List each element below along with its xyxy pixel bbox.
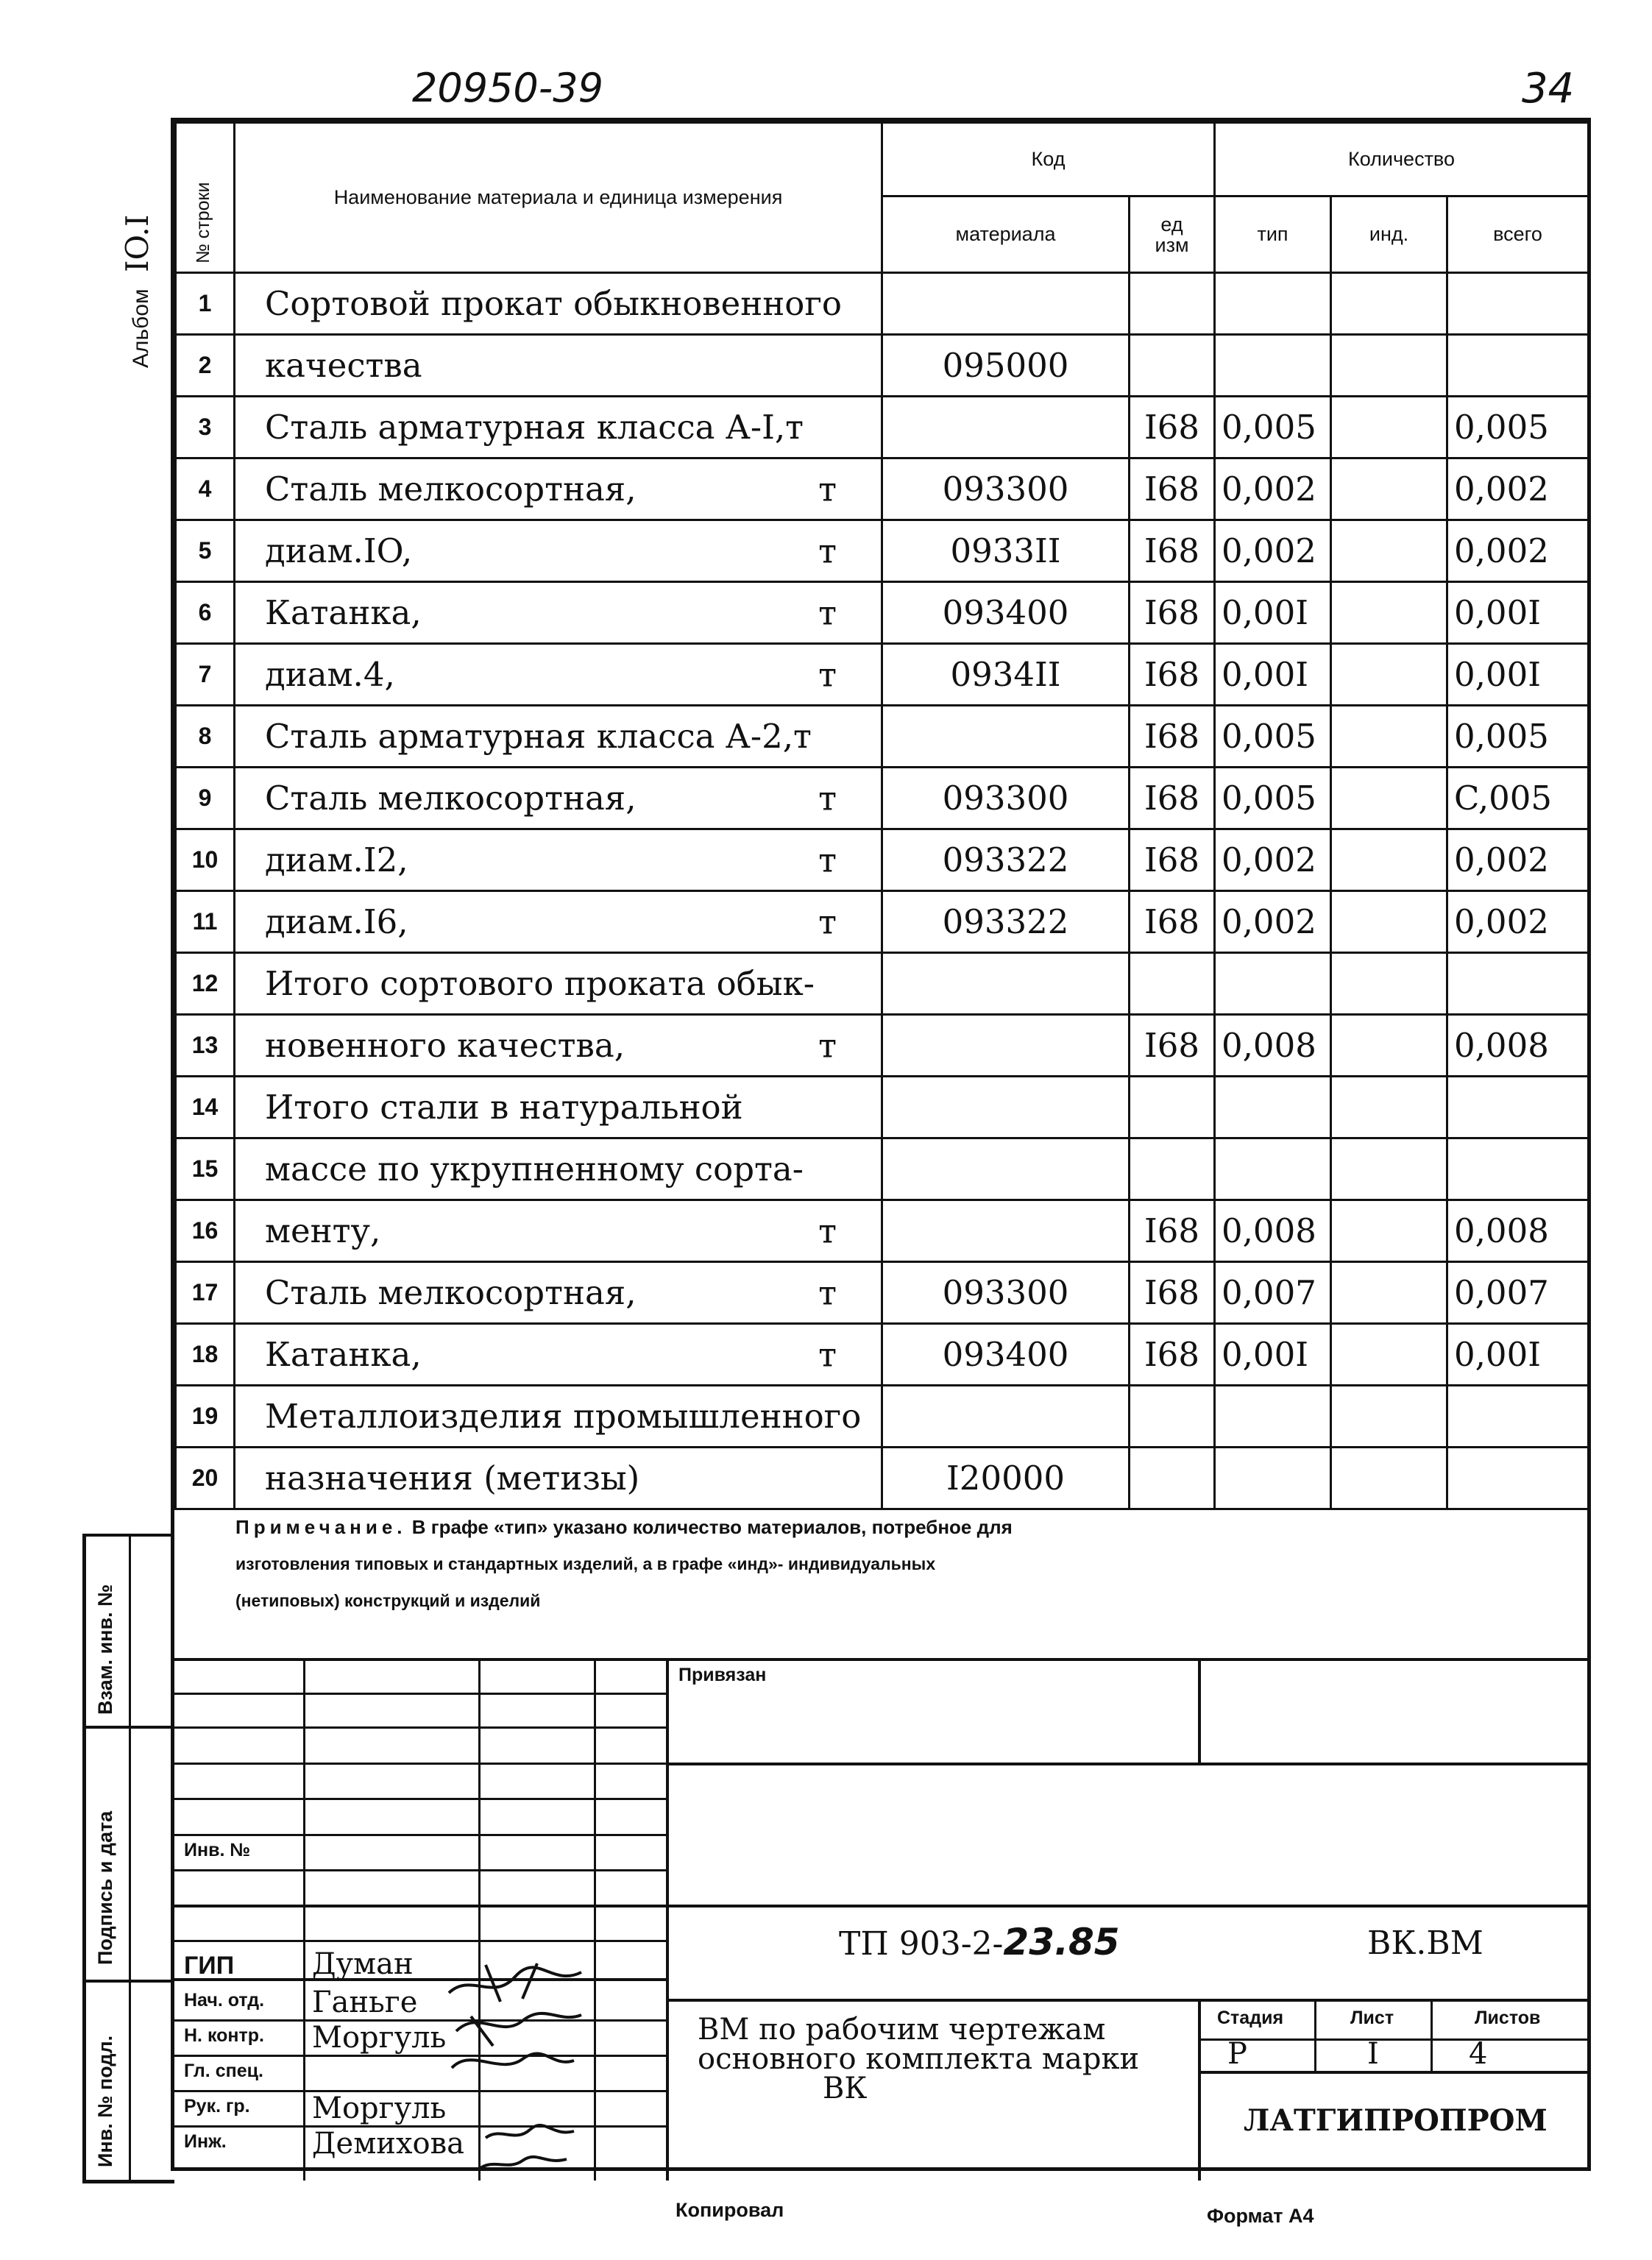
side-podpis: Подпись и дата (94, 1810, 116, 1965)
unit-code-cell: I68 (1130, 582, 1215, 644)
signature-4 (486, 2125, 574, 2138)
material-unit-text: т (818, 655, 837, 694)
qty-type-cell: 0,002 (1215, 829, 1331, 891)
stamp-sheet-label: Лист (1350, 2008, 1394, 2028)
qty-ind-cell (1331, 1200, 1447, 1262)
qty-total-cell (1447, 953, 1589, 1015)
stamp-role-name: Моргуль (312, 2021, 447, 2055)
qty-type-cell: 0,002 (1215, 520, 1331, 582)
unit-code-cell: I68 (1130, 520, 1215, 582)
row-number-cell: 18 (176, 1324, 235, 1386)
table-row (176, 829, 1589, 891)
stamp-vline-5 (1198, 1658, 1201, 1763)
material-code-cell: 093322 (882, 891, 1130, 953)
qty-type-cell (1215, 1448, 1331, 1509)
stamp-line-main (174, 1905, 1587, 1907)
material-name-text: массе по укрупненному сорта- (265, 1150, 804, 1189)
material-unit-text: т (818, 470, 837, 509)
stamp-line-stage-mid (1198, 2038, 1587, 2041)
stamp-role-name: Думан (312, 1947, 414, 1981)
stamp-privyazan: Привязан (678, 1665, 767, 1685)
table-row (176, 520, 1589, 582)
material-code-cell: 093400 (882, 582, 1130, 644)
material-name-cell (235, 644, 882, 706)
stamp-top-line (174, 1658, 1587, 1661)
material-name-text: Металлоизделия промышленного (265, 1397, 862, 1436)
material-unit-text: т (818, 902, 837, 941)
row-number-cell: 10 (176, 829, 235, 891)
material-code-cell (882, 1015, 1130, 1077)
stamp-role-name: Моргуль (312, 2091, 447, 2125)
material-name-text: Сталь арматурная класса А-I,т (265, 408, 804, 447)
stamp-doc-code-hand: 23.85 (1003, 1921, 1120, 1963)
qty-type-cell: 0,005 (1215, 397, 1331, 458)
stamp-doc-code (839, 1921, 1120, 1963)
table-row (176, 1200, 1589, 1262)
table-body (176, 273, 1589, 1509)
material-name-cell (235, 706, 882, 768)
stamp-title-line-2: основного комплекта марки (698, 2042, 1140, 2076)
side-vzam: Взам. инв. № (94, 1584, 116, 1715)
material-code-cell (882, 1138, 1130, 1200)
stamp-stage-label: Стадия (1217, 2008, 1284, 2028)
note-title: Примечание. (235, 1516, 407, 1538)
material-code-cell: 093300 (882, 1262, 1130, 1324)
stamp-vline-6 (1198, 1999, 1201, 2181)
material-name-cell (235, 1448, 882, 1509)
material-code-cell: 093400 (882, 1324, 1130, 1386)
material-unit-text: т (818, 1273, 837, 1312)
qty-total-cell: 0,002 (1447, 458, 1589, 520)
qty-type-cell (1215, 335, 1331, 397)
material-name-cell (235, 1077, 882, 1138)
stamp-role-label: Гл. спец. (184, 2061, 263, 2081)
unit-code-cell: I68 (1130, 397, 1215, 458)
qty-ind-cell (1331, 1138, 1447, 1200)
row-number-cell: 3 (176, 397, 235, 458)
stamp-role-name: Демихова (312, 2127, 464, 2161)
header-code: Код (882, 123, 1215, 196)
stamp-sheet-value: I (1367, 2037, 1379, 2071)
signature-3 (452, 2053, 574, 2068)
qty-total-cell (1447, 273, 1589, 335)
note-line-1 (235, 1509, 1575, 1545)
qty-ind-cell (1331, 273, 1447, 335)
qty-type-cell: 0,005 (1215, 768, 1331, 829)
material-name-cell (235, 1015, 882, 1077)
material-code-cell: I20000 (882, 1448, 1130, 1509)
signature-1 (449, 1963, 581, 2002)
qty-type-cell (1215, 1138, 1331, 1200)
material-name-text: Сталь мелкосортная, (265, 470, 637, 509)
signature-5 (478, 2157, 567, 2169)
footer-copied: Копировал (676, 2199, 784, 2221)
material-code-cell (882, 1386, 1130, 1448)
stamp-title-line-1: ВМ по рабочим чертежам (698, 2013, 1106, 2047)
qty-total-cell: 0,002 (1447, 520, 1589, 582)
unit-code-cell: I68 (1130, 1200, 1215, 1262)
qty-ind-cell (1331, 397, 1447, 458)
table-row (176, 1448, 1589, 1509)
unit-code-cell: I68 (1130, 458, 1215, 520)
signature-marks (442, 1950, 589, 2171)
stamp-mark: ВК.ВМ (1367, 1924, 1483, 1962)
row-number-cell: 2 (176, 335, 235, 397)
header-code-unit: ед изм (1130, 196, 1215, 273)
row-number-cell: 1 (176, 273, 235, 335)
unit-code-cell: I68 (1130, 644, 1215, 706)
qty-total-cell: 0,005 (1447, 397, 1589, 458)
unit-code-cell (1130, 1077, 1215, 1138)
qty-ind-cell (1331, 1262, 1447, 1324)
qty-total-cell (1447, 1138, 1589, 1200)
material-name-cell (235, 582, 882, 644)
table-row (176, 1262, 1589, 1324)
material-name-cell (235, 335, 882, 397)
document-number: 20950-39 (412, 65, 603, 111)
table-row (176, 273, 1589, 335)
page-number: 34 (1522, 65, 1575, 113)
material-name-text: Итого стали в натуральной (265, 1088, 743, 1127)
row-number-cell: 20 (176, 1448, 235, 1509)
material-table (174, 121, 1589, 1510)
note (235, 1509, 1575, 1619)
row-number-cell: 19 (176, 1386, 235, 1448)
material-name-text: диам.I6, (265, 902, 408, 941)
material-code-cell (882, 953, 1130, 1015)
unit-code-cell (1130, 953, 1215, 1015)
qty-ind-cell (1331, 520, 1447, 582)
unit-code-cell: I68 (1130, 1262, 1215, 1324)
note-line-3: (нетиповых) конструкций и изделий (235, 1591, 541, 1610)
stamp-line-stage-bottom (1198, 2071, 1587, 2074)
table-row (176, 397, 1589, 458)
material-name-cell (235, 1386, 882, 1448)
unit-code-cell: I68 (1130, 829, 1215, 891)
stamp-role-label: Нач. отд. (184, 1990, 265, 2011)
qty-type-cell: 0,008 (1215, 1200, 1331, 1262)
qty-type-cell: 0,008 (1215, 1015, 1331, 1077)
header-code-material: материала (882, 196, 1130, 273)
material-name-text: менту, (265, 1211, 381, 1250)
header-qty-ind: инд. (1331, 196, 1447, 273)
row-number-cell: 6 (176, 582, 235, 644)
material-name-cell (235, 768, 882, 829)
qty-type-cell: 0,00I (1215, 1324, 1331, 1386)
header-name (235, 123, 882, 273)
header-qty-type: тип (1215, 196, 1331, 273)
header-row-no (176, 123, 235, 273)
header-quantity: Количество (1215, 123, 1589, 196)
qty-total-cell (1447, 1448, 1589, 1509)
material-name-cell (235, 1324, 882, 1386)
stamp-vline-7 (1314, 1999, 1316, 2072)
table-row (176, 458, 1589, 520)
table-row (176, 706, 1589, 768)
qty-ind-cell (1331, 1324, 1447, 1386)
unit-code-cell (1130, 335, 1215, 397)
stamp-role-label: Н. контр. (184, 2025, 264, 2046)
qty-ind-cell (1331, 1448, 1447, 1509)
qty-ind-cell (1331, 953, 1447, 1015)
material-name-cell (235, 953, 882, 1015)
header-row-no-text: № строки (193, 182, 213, 263)
unit-code-cell (1130, 1138, 1215, 1200)
stamp-role-name: Ганьге (312, 1986, 418, 2019)
stamp-vline-4 (666, 1658, 669, 2181)
material-name-cell (235, 1200, 882, 1262)
qty-ind-cell (1331, 1386, 1447, 1448)
qty-ind-cell (1331, 891, 1447, 953)
qty-total-cell: 0,008 (1447, 1015, 1589, 1077)
qty-ind-cell (1331, 829, 1447, 891)
stamp-vline-3 (594, 1658, 596, 2181)
unit-code-cell: I68 (1130, 768, 1215, 829)
table-row (176, 644, 1589, 706)
material-name-cell (235, 520, 882, 582)
material-name-text: Катанка, (265, 593, 422, 632)
material-name-cell (235, 1138, 882, 1200)
qty-type-cell (1215, 953, 1331, 1015)
qty-ind-cell (1331, 582, 1447, 644)
qty-total-cell (1447, 335, 1589, 397)
row-number-cell: 12 (176, 953, 235, 1015)
stamp-inv-no: Инв. № (184, 1840, 251, 1860)
material-unit-text: т (818, 1026, 837, 1065)
table-row (176, 335, 1589, 397)
qty-type-cell: 0,005 (1215, 706, 1331, 768)
material-name-text: качества (265, 346, 422, 385)
qty-type-cell: 0,007 (1215, 1262, 1331, 1324)
table-row (176, 1324, 1589, 1386)
qty-total-cell (1447, 1386, 1589, 1448)
unit-code-cell: I68 (1130, 1015, 1215, 1077)
qty-ind-cell (1331, 1015, 1447, 1077)
stamp-line-code-bottom (667, 1999, 1587, 2002)
qty-ind-cell (1331, 644, 1447, 706)
material-name-text: Сталь мелкосортная, (265, 779, 637, 818)
material-name-text: Итого сортового проката обык- (265, 964, 815, 1003)
stamp-org: ЛАТГИПРОПРОМ (1244, 2103, 1548, 2138)
qty-ind-cell (1331, 706, 1447, 768)
stamp-title-line-3: ВК (823, 2072, 868, 2105)
row-number-cell: 5 (176, 520, 235, 582)
row-number-cell: 11 (176, 891, 235, 953)
material-code-cell (882, 1077, 1130, 1138)
header-name-text: Наименование материала и единица измерения (333, 186, 783, 208)
material-name-text: диам.4, (265, 655, 395, 694)
unit-code-cell (1130, 273, 1215, 335)
table-row (176, 1015, 1589, 1077)
stamp-role-label: ГИП (184, 1952, 235, 1980)
qty-ind-cell (1331, 458, 1447, 520)
material-name-text: назначения (метизы) (265, 1459, 640, 1498)
material-code-cell: 093300 (882, 458, 1130, 520)
material-code-cell (882, 1200, 1130, 1262)
qty-ind-cell (1331, 768, 1447, 829)
row-number-cell: 9 (176, 768, 235, 829)
row-number-cell: 4 (176, 458, 235, 520)
row-number-cell: 7 (176, 644, 235, 706)
header-qty-total: всего (1447, 196, 1589, 273)
material-code-cell: 0934II (882, 644, 1130, 706)
unit-code-cell (1130, 1386, 1215, 1448)
footer-format: Формат А4 (1207, 2205, 1314, 2227)
side-strip-border (82, 1534, 86, 2183)
qty-total-cell: 0,00I (1447, 644, 1589, 706)
album-label-text: Альбом (129, 288, 153, 368)
qty-type-cell: 0,00I (1215, 644, 1331, 706)
side-divider-inner (129, 1534, 131, 2183)
stamp-vline-1 (303, 1658, 305, 2181)
note-text-1: В графе «тип» указано количество материалов, потребное для (411, 1516, 1013, 1538)
qty-type-cell (1215, 273, 1331, 335)
table-row (176, 1386, 1589, 1448)
material-name-cell (235, 891, 882, 953)
material-name-cell (235, 458, 882, 520)
qty-total-cell: 0,00I (1447, 1324, 1589, 1386)
material-code-cell (882, 397, 1130, 458)
signature-2 (456, 2013, 581, 2046)
material-name-cell (235, 397, 882, 458)
qty-total-cell: 0,00I (1447, 582, 1589, 644)
material-unit-text: т (818, 840, 837, 879)
qty-type-cell (1215, 1077, 1331, 1138)
unit-code-cell: I68 (1130, 1324, 1215, 1386)
material-code-cell (882, 706, 1130, 768)
qty-ind-cell (1331, 335, 1447, 397)
note-line-2: изготовления типовых и стандартных изделий, а в графе «инд»- индивидуальных (235, 1554, 936, 1573)
stamp-stage-value: Р (1227, 2037, 1247, 2071)
qty-type-cell: 0,002 (1215, 458, 1331, 520)
material-unit-text: т (818, 1211, 837, 1250)
material-name-cell (235, 273, 882, 335)
material-name-text: Катанка, (265, 1335, 422, 1374)
stamp-sheets-value: 4 (1469, 2037, 1488, 2071)
material-name-text: диам.I2, (265, 840, 408, 879)
qty-ind-cell (1331, 1077, 1447, 1138)
row-number-cell: 8 (176, 706, 235, 768)
material-name-text: Сталь мелкосортная, (265, 1273, 637, 1312)
table-row (176, 953, 1589, 1015)
material-unit-text: т (818, 779, 837, 818)
material-name-text: Сталь арматурная класса А-2,т (265, 717, 812, 756)
qty-total-cell: 0,002 (1447, 829, 1589, 891)
material-unit-text: т (818, 531, 837, 570)
material-code-cell: 093322 (882, 829, 1130, 891)
row-number-cell: 17 (176, 1262, 235, 1324)
qty-total-cell: 0,005 (1447, 706, 1589, 768)
qty-total-cell: 0,007 (1447, 1262, 1589, 1324)
material-name-text: новенного качества, (265, 1026, 625, 1065)
album-number: IO.I (119, 214, 155, 273)
table-row (176, 768, 1589, 829)
stamp-role-label: Инж. (184, 2131, 227, 2152)
qty-type-cell: 0,00I (1215, 582, 1331, 644)
row-number-cell: 13 (176, 1015, 235, 1077)
stamp-vline-8 (1431, 1999, 1433, 2072)
table-row (176, 1138, 1589, 1200)
material-code-cell: 095000 (882, 335, 1130, 397)
row-number-cell: 14 (176, 1077, 235, 1138)
material-name-text: диам.IO, (265, 531, 413, 570)
material-unit-text: т (818, 1335, 837, 1374)
unit-code-cell (1130, 1448, 1215, 1509)
qty-total-cell: 0,002 (1447, 891, 1589, 953)
stamp-doc-code-print: ТП 903-2- (839, 1925, 1004, 1963)
stamp-title (698, 2015, 1139, 2103)
stamp-role-label: Рук. гр. (184, 2096, 250, 2116)
row-number-cell: 16 (176, 1200, 235, 1262)
side-inv-podl: Инв. № подл. (94, 2035, 116, 2167)
qty-total-cell (1447, 1077, 1589, 1138)
table-row (176, 1077, 1589, 1138)
material-unit-text: т (818, 593, 837, 632)
qty-type-cell: 0,002 (1215, 891, 1331, 953)
table-row (176, 891, 1589, 953)
stamp-line-privyazan (667, 1763, 1587, 1765)
album-label (119, 215, 155, 369)
row-number-cell: 15 (176, 1138, 235, 1200)
unit-code-cell: I68 (1130, 891, 1215, 953)
material-code-cell (882, 273, 1130, 335)
stamp-sheets-label: Листов (1475, 2008, 1541, 2028)
qty-total-cell: C,005 (1447, 768, 1589, 829)
material-name-text: Сортовой прокат обыкновенного (265, 284, 843, 323)
material-code-cell: 0933II (882, 520, 1130, 582)
material-name-cell (235, 1262, 882, 1324)
qty-total-cell: 0,008 (1447, 1200, 1589, 1262)
qty-type-cell (1215, 1386, 1331, 1448)
unit-code-cell: I68 (1130, 706, 1215, 768)
table-row (176, 582, 1589, 644)
material-name-cell (235, 829, 882, 891)
material-code-cell: 093300 (882, 768, 1130, 829)
